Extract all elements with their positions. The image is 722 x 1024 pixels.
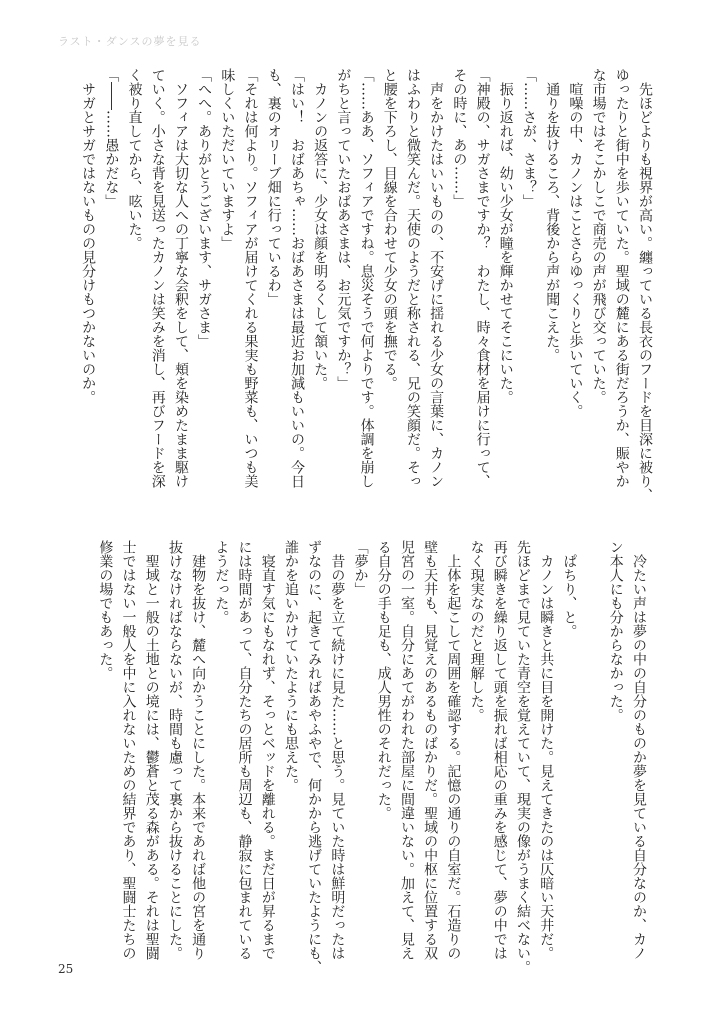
- text-line: には時間があって、自分たちの居所も周辺も、静寂に包まれている: [236, 540, 253, 960]
- text-line: 寝直す気にもなれず、そっとベッドを離れる。まだ日が昇るまで: [259, 540, 276, 960]
- text-line: ゆったりと街中を歩いていた。聖域の麓にある街だろうか、賑やか: [613, 68, 630, 488]
- text-line: 「……ああ、ソフィアですね。息災そうで何よりです。体調を崩し: [358, 68, 375, 488]
- text-line: ようだった。: [213, 540, 230, 624]
- text-line: も、裏のオリーブ畑に行っているわ」: [265, 68, 282, 306]
- text-line: 喧噪の中、カノンはことさらゆっくりと歩いていく。: [567, 68, 584, 418]
- text-line: と腰を下ろし、目線を合わせて少女の頭を撫でる。: [381, 68, 398, 390]
- text-line: 昔の夢を立て続けに見た……と思う。見ていた時は鮮明だったは: [329, 540, 346, 960]
- text-line: 誰かを追いかけていたようにも思えた。: [282, 540, 299, 792]
- text-line: その時に、あの……」: [451, 68, 468, 208]
- text-line: な市場ではそこかしこで商売の声が飛び交っていた。: [590, 68, 607, 404]
- text-line: 「それは何より。ソフィアが届けてくれる果実も野菜も、いつも美: [242, 68, 259, 488]
- text-line: なく現実なのだと理解した。: [468, 540, 485, 722]
- text-line: 「はい！ おばあちゃ……おばあさまは最近お加減もいいの。今日: [288, 68, 305, 488]
- text-line: 「――……愚かだな」: [103, 68, 120, 208]
- text-line: 声をかけたはいいものの、不安げに揺れる少女の言葉に、カノン: [428, 68, 445, 488]
- text-line: 「神殿の、サガさまですか？ わたし、時々食材を届けに行って、: [474, 68, 491, 488]
- text-line: がちと言っていたおばあさまは、お元気ですか？」: [335, 68, 352, 390]
- text-line: る自分の手も足も、成人男性のそれだった。: [375, 540, 392, 820]
- text-line: カノンの返答に、少女は顔を明るくして頷いた。: [312, 68, 329, 390]
- text-line: ずなのに、起きてみればあやふやで、何かから逃げていたようにも、: [306, 540, 323, 974]
- text-line: 聖域と一般の土地との境には、鬱蒼と茂る森がある。それは聖闘: [143, 540, 160, 960]
- text-line: 「夢か」: [352, 540, 369, 596]
- text-line: 冷たい声は夢の中の自分のものか夢を見ている自分なのか、カノ: [631, 540, 647, 960]
- text-block-bottom: [93, 540, 650, 974]
- text-line: 修業の場でもあった。: [97, 540, 114, 680]
- text-line: [580, 540, 603, 960]
- text-line: 通りを抜けるころ、背後から声が聞こえた。: [544, 68, 561, 362]
- page-number: 25: [58, 962, 74, 976]
- text-block-top: [76, 68, 656, 502]
- text-line: 先ほどよりも視界が高い。纏っている長衣のフードを目深に被り、: [637, 68, 653, 502]
- text-line: 士ではない一般人を中に入れないための結界であり、聖闘士たちの: [120, 540, 137, 960]
- text-line: く被り直してから、呟いた。: [126, 68, 143, 250]
- text-line: 味しくいただいていますよ」: [219, 68, 236, 250]
- text-line: 「へへ。ありがとうございます、サガさま」: [196, 68, 213, 348]
- text-line: 抜けなければならないが、時間も慮って裏から抜けることにした。: [166, 540, 183, 960]
- text-line: 再び瞬きを繰り返して頭を振れば相応の重みを感じて、夢の中では: [491, 540, 508, 960]
- text-line: 上体を起こして周囲を確認する。記憶の通りの自室だ。石造りの: [445, 540, 462, 960]
- text-line: ぱちり、と。: [561, 540, 578, 638]
- text-line: ソフィアは大切な人への丁寧な会釈をして、頬を染めたまま駆け: [172, 68, 189, 488]
- running-title: ラスト・ダンスの夢を見る: [58, 35, 202, 48]
- text-line: ン本人にも分からなかった。: [607, 540, 624, 722]
- text-line: はふわりと微笑んだ。天使のようだと称される、兄の笑顔だ。そっ: [404, 68, 421, 488]
- text-line: ていく。小さな背を見送ったカノンは笑みを消し、再びフードを深: [149, 68, 166, 488]
- text-line: 児宮の一室。自分にあてがわれた部屋に間違いない。加えて、見え: [398, 540, 415, 960]
- text-line: 壁も天井も、見覚えのあるものばかりだ。聖域の中枢に位置する双: [422, 540, 439, 960]
- text-line: 「……さが、さま？」: [520, 68, 537, 208]
- text-line: カノンは瞬きと共に目を開けた。見えてきたのは仄暗い天井だ。: [538, 540, 555, 960]
- text-line: サガとサガではないものの見分けもつかないのか。: [80, 68, 97, 404]
- text-line: 建物を抜け、麓へ向かうことにした。本来であれば他の宮を通り: [190, 540, 207, 960]
- text-line: 振り返れば、幼い少女が瞳を輝かせてそこにいた。: [497, 68, 514, 404]
- text-line: 先ほどまで見ていた青空を覚えていて、現実の像がうまく結べない。: [514, 540, 531, 974]
